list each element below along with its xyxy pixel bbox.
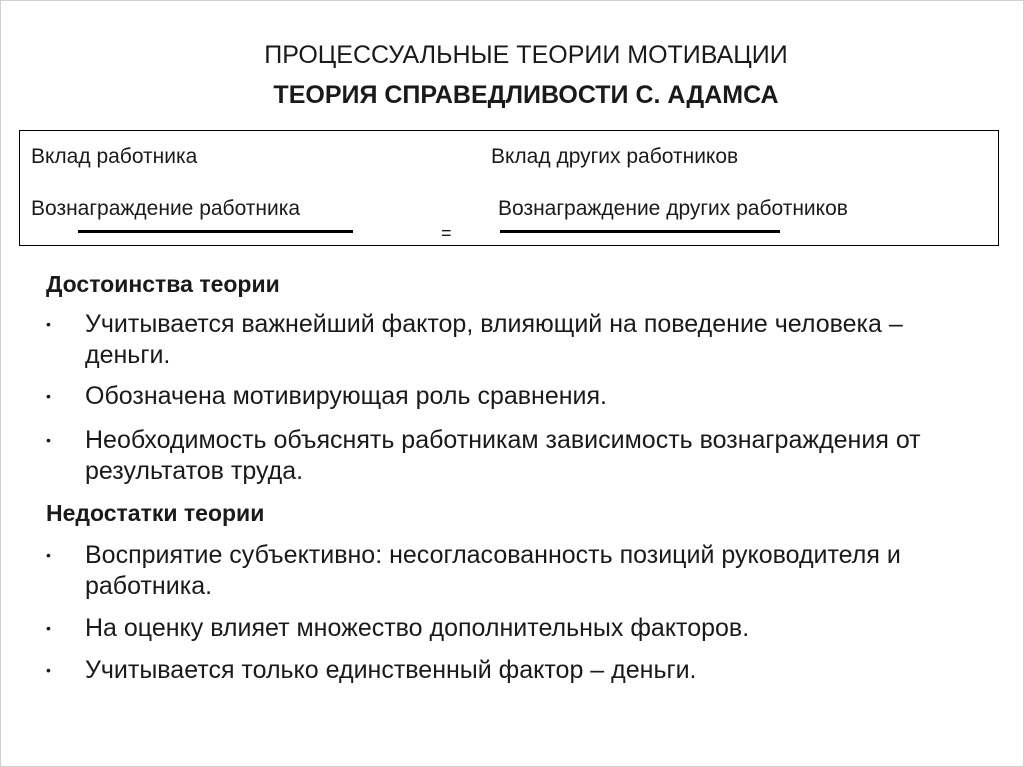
- formula-left-numerator: Вклад работника: [31, 145, 198, 168]
- formula-right-denominator: Вознаграждение других работников: [498, 197, 848, 220]
- slide-title: ПРОЦЕССУАЛЬНЫЕ ТЕОРИИ МОТИВАЦИИ: [264, 41, 788, 69]
- bullet-icon: •: [46, 620, 51, 636]
- advantage-item-2: Обозначена мотивирующая роль сравнения.: [85, 382, 607, 410]
- disadvantage-item-2: На оценку влияет множество дополнительных факторов.: [85, 614, 750, 642]
- advantages-heading: Достоинства теории: [46, 271, 280, 297]
- bullet-icon: •: [46, 432, 51, 448]
- disadvantage-item-3: Учитывается только единственный фактор – деньги.: [85, 656, 697, 684]
- disadvantages-heading: Недостатки теории: [46, 500, 265, 526]
- bullet-icon: •: [46, 388, 51, 404]
- disadvantage-item-1: Восприятие субъективно: несогласованность позиций руководителя и работника.: [85, 541, 901, 600]
- formula-equals-sign: =: [441, 223, 452, 243]
- advantage-item-3: Необходимость объяснять работникам зависимость вознаграждения от результатов труда.: [85, 426, 921, 485]
- bullet-icon: •: [46, 662, 51, 678]
- advantage-item-1: Учитывается важнейший фактор, влияющий на поведение человека – деньги.: [85, 310, 903, 369]
- bullet-icon: •: [46, 547, 51, 563]
- formula-box: [19, 130, 999, 246]
- formula-right-fraction-bar: [500, 230, 780, 233]
- slide-subtitle: ТЕОРИЯ СПРАВЕДЛИВОСТИ С. АДАМСА: [273, 81, 779, 109]
- formula-left-denominator: Вознаграждение работника: [31, 197, 301, 220]
- bullet-icon: •: [46, 316, 51, 332]
- formula-right-numerator: Вклад других работников: [491, 145, 739, 168]
- formula-left-fraction-bar: [78, 230, 353, 233]
